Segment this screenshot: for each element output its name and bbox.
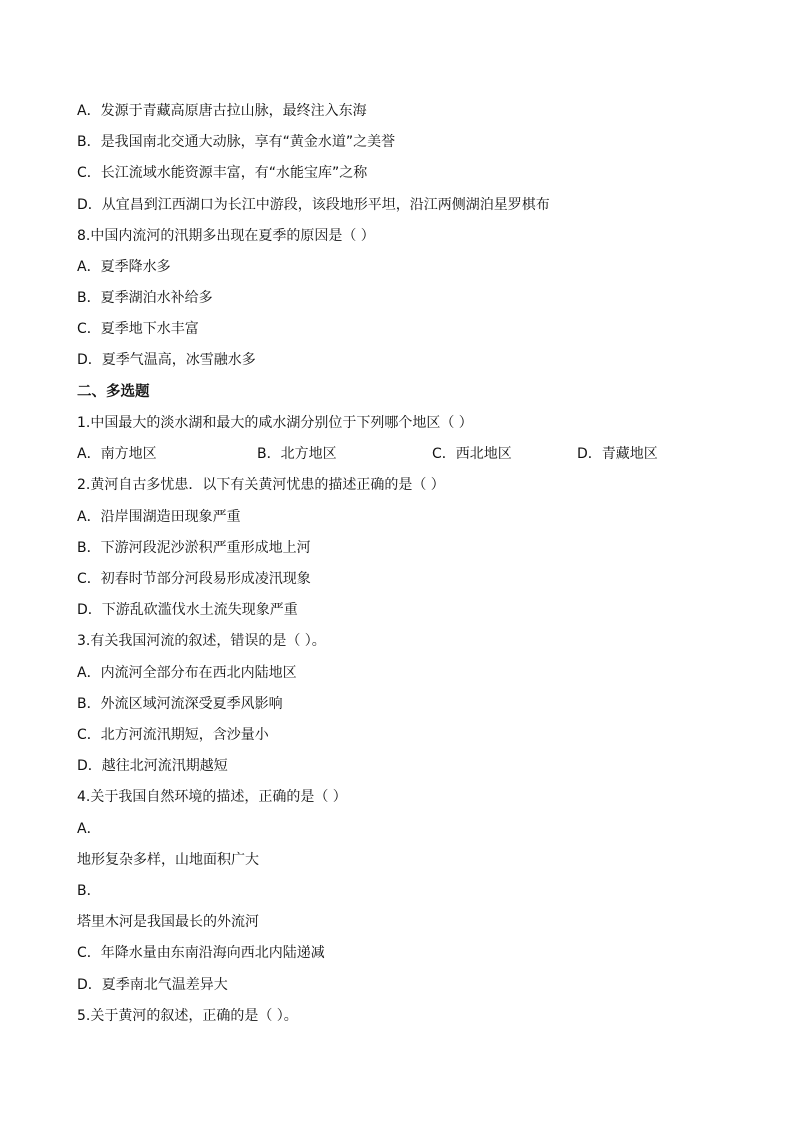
mq3-option-b: B．外流区域河流深受夏季风影响 (77, 696, 283, 712)
mq4-option-c: C．年降水量由东南沿海向西北内陆递减 (77, 945, 325, 961)
mq4-option-a-letter: A． (77, 821, 101, 837)
mq4-option-d: D．夏季南北气温差异大 (77, 977, 228, 993)
mq1-option-a: A．南方地区 (77, 446, 157, 462)
mq2-stem: 2.黄河自古多忧患．以下有关黄河忧患的描述正确的是（ ） (77, 477, 445, 493)
mq4-stem: 4.关于我国自然环境的描述，正确的是（ ） (77, 789, 347, 805)
mq3-option-d: D．越往北河流汛期越短 (77, 758, 228, 774)
mq2-option-c: C．初春时节部分河段易形成凌汛现象 (77, 571, 311, 587)
mq1-option-b: B．北方地区 (257, 446, 337, 462)
mq4-option-b-text: 塔里木河是我国最长的外流河 (77, 914, 259, 930)
mq3-option-c: C．北方河流汛期短，含沙量小 (77, 727, 269, 743)
q8-option-d: D．夏季气温高，冰雪融水多 (77, 352, 256, 368)
q7-option-c: C．长江流域水能资源丰富，有“水能宝库”之称 (77, 165, 368, 181)
q8-stem: 8.中国内流河的汛期多出现在夏季的原因是（ ） (77, 228, 375, 244)
section-title: 二、多选题 (77, 384, 150, 400)
mq1-option-c: C．西北地区 (432, 446, 512, 462)
mq2-option-b: B．下游河段泥沙淤积严重形成地上河 (77, 540, 311, 556)
mq2-option-a: A．沿岸围湖造田现象严重 (77, 509, 241, 525)
mq1-stem: 1.中国最大的淡水湖和最大的咸水湖分别位于下列哪个地区（ ） (77, 415, 473, 431)
q7-option-d: D．从宜昌到江西湖口为长江中游段，该段地形平坦，沿江两侧湖泊星罗棋布 (77, 197, 550, 213)
q8-option-b: B．夏季湖泊水补给多 (77, 290, 213, 306)
q8-option-c: C．夏季地下水丰富 (77, 321, 199, 337)
q7-option-b: B．是我国南北交通大动脉，享有“黄金水道”之美誉 (77, 134, 396, 150)
mq3-stem: 3.有关我国河流的叙述，错误的是（ ）。 (77, 633, 326, 649)
q8-option-a: A．夏季降水多 (77, 259, 171, 275)
mq3-option-a: A．内流河全部分布在西北内陆地区 (77, 665, 297, 681)
mq1-option-d: D．青藏地区 (577, 446, 658, 462)
q7-option-a: A．发源于青藏高原唐古拉山脉，最终注入东海 (77, 103, 367, 119)
mq4-option-b-letter: B． (77, 883, 101, 899)
mq2-option-d: D．下游乱砍滥伐水土流失现象严重 (77, 602, 298, 618)
mq4-option-a-text: 地形复杂多样，山地面积广大 (77, 852, 259, 868)
mq5-stem: 5.关于黄河的叙述，正确的是（ ）。 (77, 1008, 298, 1024)
